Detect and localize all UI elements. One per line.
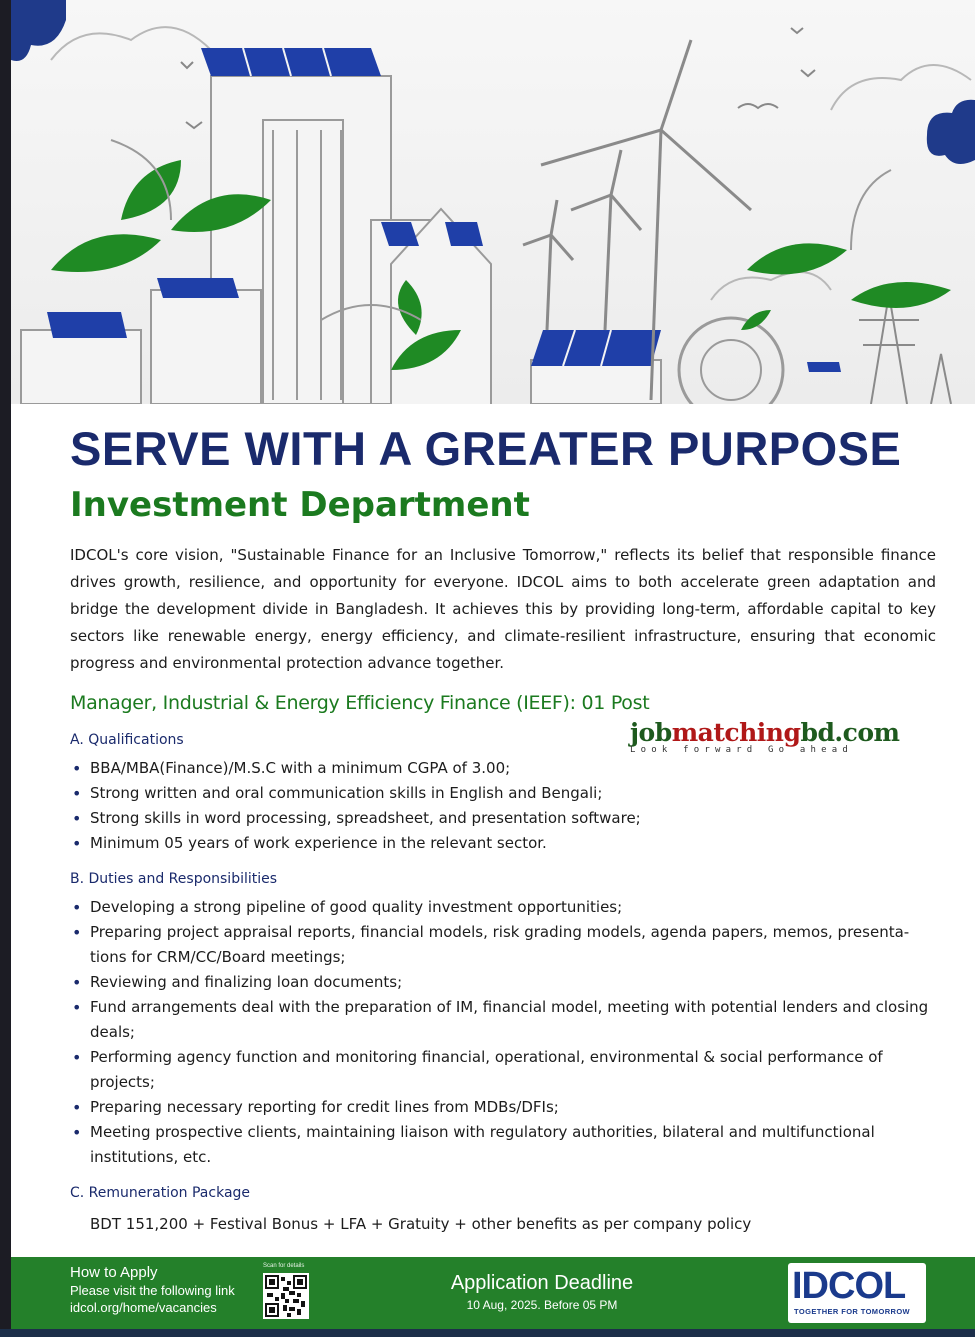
watermark-tagline: Look forward Go ahead bbox=[630, 745, 853, 755]
apply-instructions: Please visit the following link bbox=[70, 1283, 235, 1298]
list-item: • Performing agency function and monitoring financial, operational, environmental & social performance of projects; bbox=[70, 1045, 936, 1095]
qr-caption: Scan for details bbox=[263, 1263, 305, 1269]
logo-tagline: TOGETHER FOR TOMORROW bbox=[794, 1307, 911, 1316]
list-item: • Reviewing and finalizing loan documents; bbox=[70, 970, 936, 995]
list-item: • Strong written and oral communication skills in English and Bengali; bbox=[70, 781, 936, 806]
bottom-frame-edge bbox=[0, 1329, 975, 1337]
idcol-logo bbox=[788, 1263, 926, 1323]
list-item: • Preparing necessary reporting for credit lines from MDBs/DFIs; bbox=[70, 1095, 936, 1120]
qualifications-heading: A. Qualifications bbox=[70, 732, 184, 748]
list-item: • BBA/MBA(Finance)/M.S.C with a minimum CGPA of 3.00; bbox=[70, 756, 936, 781]
headline: SERVE WITH A GREATER PURPOSE bbox=[70, 422, 902, 475]
list-item: • Fund arrangements deal with the preparation of IM, financial model, meeting with potential lenders and closing deals; bbox=[70, 995, 936, 1045]
left-frame-edge bbox=[0, 0, 11, 1337]
footer-bar bbox=[11, 1257, 975, 1329]
main-content bbox=[70, 420, 936, 1237]
deadline-date: 10 Aug, 2025. Before 05 PM bbox=[466, 1298, 618, 1312]
duties-heading: B. Duties and Responsibilities bbox=[70, 871, 278, 887]
jobmatchingbd-watermark bbox=[630, 718, 936, 758]
hero-illustration bbox=[11, 0, 975, 404]
remuneration-heading: C. Remuneration Package bbox=[70, 1185, 251, 1201]
apply-heading: How to Apply bbox=[70, 1264, 158, 1281]
qualifications-list bbox=[70, 756, 936, 856]
duties-list bbox=[70, 895, 936, 1170]
remuneration-text: BDT 151,200 + Festival Bonus + LFA + Gratuity + other benefits as per company policy bbox=[90, 1215, 752, 1233]
intro-paragraph: IDCOL's core vision, "Sustainable Finance for an Inclusive Tomorrow," reflects its belief that responsible finance drives growth, resilience, and opportunity for everyone. IDCOL aims to both accelerate green adaptation and bridge the development divide in Bangladesh. It achieves this by providing long-term, affordable capital to key sectors like renewable energy, energy efficiency, and climate-resilient infrastructure, ensuring that economic progress and environmental protection advance together. bbox=[70, 546, 936, 672]
list-item: • Preparing project appraisal reports, financial models, risk grading models, agenda papers, memos, presenta-tions for CRM/CC/Board meetings; bbox=[70, 920, 936, 970]
list-item: • Minimum 05 years of work experience in the relevant sector. bbox=[70, 831, 936, 856]
application-deadline bbox=[431, 1271, 653, 1313]
watermark-part-job: job bbox=[630, 718, 672, 747]
post-title: Manager, Industrial & Energy Efficiency Finance (IEEF): 01 Post bbox=[70, 692, 650, 714]
list-item: • Strong skills in word processing, spreadsheet, and presentation software; bbox=[70, 806, 936, 831]
list-item: • Meeting prospective clients, maintaining liaison with regulatory authorities, bilateral and multifunctional institutions, etc. bbox=[70, 1120, 936, 1170]
watermark-part-domain: bd.com bbox=[800, 718, 900, 747]
watermark-part-matching: matching bbox=[671, 718, 801, 747]
apply-link[interactable]: idcol.org/home/vacancies bbox=[70, 1300, 217, 1315]
how-to-apply bbox=[70, 1263, 235, 1316]
list-item: • Developing a strong pipeline of good quality investment opportunities; bbox=[70, 895, 936, 920]
qr-code-icon[interactable] bbox=[263, 1273, 309, 1319]
logo-text: IDCOL bbox=[792, 1265, 906, 1307]
department-title: Investment Department bbox=[70, 485, 530, 525]
deadline-heading: Application Deadline bbox=[450, 1272, 634, 1294]
